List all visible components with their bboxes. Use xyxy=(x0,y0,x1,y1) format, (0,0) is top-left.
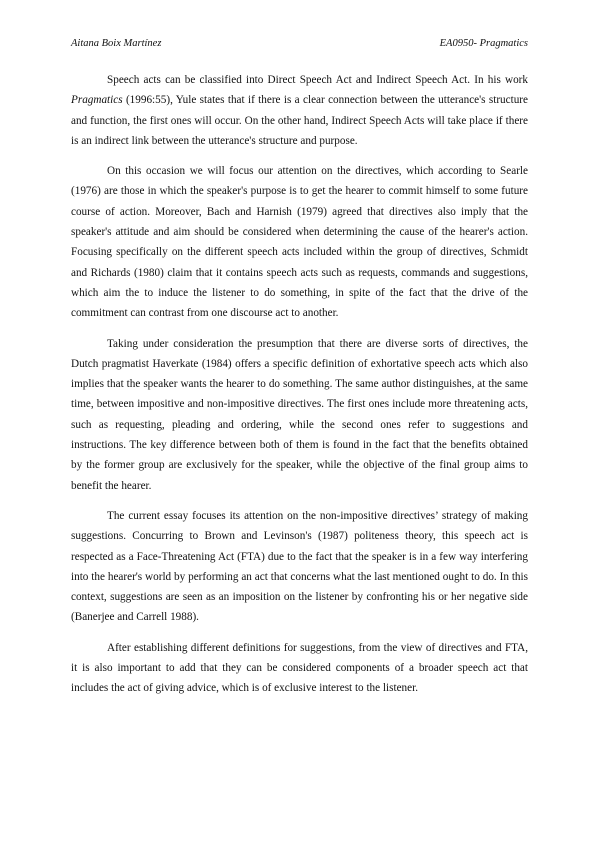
paragraph-1-text-a: Speech acts can be classified into Direct Speech Act and Indirect Speech Act. In his work xyxy=(107,74,528,86)
header-author: Aitana Boix Martínez xyxy=(71,38,162,49)
paragraph-4: The current essay focuses its attention on the non-impositive directives’ strategy of making suggestions. Concurring to Brown and Levinson's (1987) politeness theory, this speech act is respected as a Face-Threatening Act (FTA) due to the fact that the speaker is in a few way interfering into the hearer's world by performing an act that concerns what the last mentioned ought to do. In this context, suggestions are seen as an imposition on the listener by confronting his or her negative side (Banerjee and Carrell 1988). xyxy=(71,509,528,624)
book-title: Pragmatics xyxy=(71,94,123,107)
paragraph-5: After establishing different definitions for suggestions, from the view of directives and FTA, it is also important to add that they can be considered components of a broader speech act that includes the act of giving advice, which is of exclusive interest to the listener. xyxy=(71,641,528,695)
header-course: EA0950- Pragmatics xyxy=(439,38,528,49)
paragraph-3: Taking under consideration the presumption that there are diverse sorts of directives, the Dutch pragmatist Haverkate (1984) offers a specific definition of exhortative speech acts which also implies that the speaker wants the hearer to do something. The same author distinguishes, at the same time, between impositive and non-impositive directives. The first ones include more threatening acts, such as requesting, pleading and ordering, while the second ones refer to suggestions and instructions. The key difference between both of them is found in the fact that the benefits obtained by the former group are exclusively for the speaker, while the objective of the final group aims to benefit the hearer. xyxy=(71,337,528,492)
paragraph-1-text-b: (1996:55), Yule states that if there is a clear connection between the utterance's structure and function, the first ones will occur. On the other hand, Indirect Speech Acts will take place if there is an indirect link between the utterance's structure and purpose. xyxy=(71,94,528,147)
paragraph-2: On this occasion we will focus our attention on the directives, which according to Searle (1976) are those in which the speaker's purpose is to get the hearer to commit himself to some future course of action. Moreover, Bach and Harnish (1979) agreed that directives also imply that the speaker's attitude and aim should be considered when determining the cause of the hearer's action. Focusing specifically on the different speech acts included within the group of directives, Schmidt and Richards (1980) claim that it contains speech acts such as requests, commands and suggestions, which aim the to induce the listener to do something, in spite of the fact that the drive of the commitment can contrast from one discourse act to another. xyxy=(71,165,528,320)
document-body xyxy=(71,70,528,709)
paragraph-1 xyxy=(71,70,528,151)
page-header xyxy=(71,38,528,52)
